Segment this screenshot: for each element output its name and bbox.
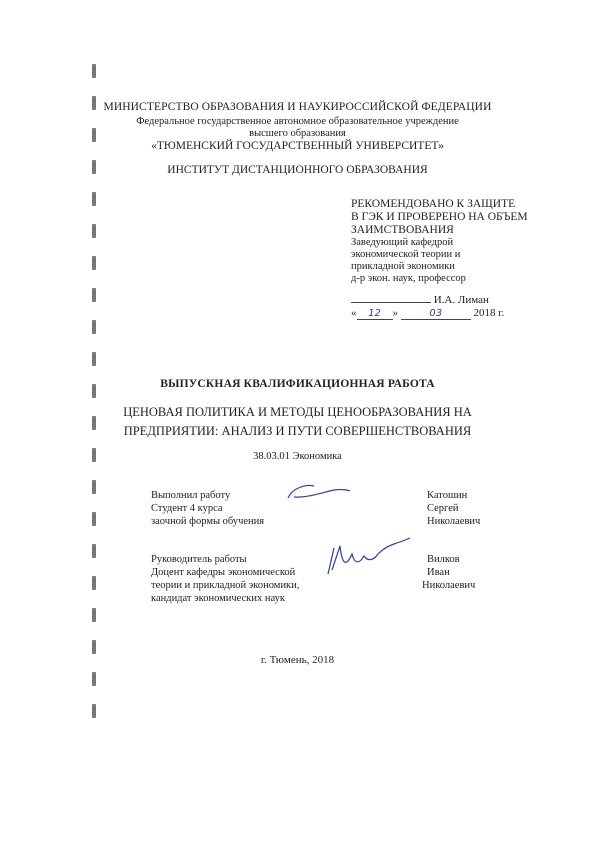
supervisor-patronymic: Николаевич bbox=[422, 580, 476, 591]
supervisor-name bbox=[422, 553, 476, 592]
education-level: высшего образования bbox=[249, 128, 346, 139]
date-quote-close: » bbox=[392, 307, 398, 319]
author-patronymic: Николаевич bbox=[427, 516, 481, 527]
approval-line-6: прикладной экономики bbox=[351, 261, 455, 272]
university-name: «ТЮМЕНСКИЙ ГОСУДАРСТВЕННЫЙ УНИВЕРСИТЕТ» bbox=[151, 140, 444, 152]
supervisor-signature bbox=[322, 534, 414, 584]
head-signature-line bbox=[351, 294, 501, 306]
approval-date bbox=[351, 307, 504, 320]
specialty-code: 38.03.01 Экономика bbox=[253, 451, 342, 462]
supervisor-role bbox=[151, 553, 299, 605]
author-role-2: Студент 4 курса bbox=[151, 503, 223, 514]
institute-name: ИНСТИТУТ ДИСТАНЦИОННОГО ОБРАЗОВАНИЯ bbox=[167, 164, 428, 176]
date-day: 12 bbox=[357, 308, 393, 320]
approval-line-2: В ГЭК И ПРОВЕРЕНО НА ОБЪЕМ bbox=[351, 211, 528, 223]
approval-line-5: экономической теории и bbox=[351, 249, 461, 260]
author-role-1: Выполнил работу bbox=[151, 490, 231, 501]
city-year: г. Тюмень, 2018 bbox=[260, 654, 335, 666]
author-surname: Катошин bbox=[427, 490, 468, 501]
date-year: 2018 г. bbox=[473, 307, 505, 319]
approval-line-7: д-р экон. наук, профессор bbox=[351, 273, 466, 284]
date-month: 03 bbox=[401, 308, 471, 320]
supervisor-role-3: теории и прикладной экономики, bbox=[151, 580, 300, 591]
signature-blank bbox=[351, 302, 431, 303]
approval-line-3: ЗАИМСТВОВАНИЯ bbox=[351, 224, 454, 236]
supervisor-role-4: кандидат экономических наук bbox=[151, 593, 285, 604]
approval-line-4: Заведующий кафедрой bbox=[351, 237, 454, 248]
supervisor-first-name: Иван bbox=[427, 567, 450, 578]
author-first-name: Сергей bbox=[427, 503, 459, 514]
author-role bbox=[151, 489, 264, 528]
approval-line-1: РЕКОМЕНДОВАНО К ЗАЩИТЕ bbox=[351, 198, 516, 210]
approval-block bbox=[351, 198, 551, 285]
author-signature bbox=[284, 480, 354, 506]
supervisor-surname: Вилков bbox=[427, 554, 460, 565]
author-role-3: заочной формы обучения bbox=[151, 516, 265, 527]
topic-line-2: ПРЕДПРИЯТИИ: АНАЛИЗ И ПУТИ СОВЕРШЕНСТВОВАНИЯ bbox=[123, 424, 472, 438]
date-quote-open: « bbox=[351, 307, 357, 319]
head-name: И.А. Лиман bbox=[433, 294, 489, 306]
author-name bbox=[427, 489, 480, 528]
supervisor-role-2: Доцент кафедры экономической bbox=[151, 567, 296, 578]
supervisor-role-1: Руководитель работы bbox=[151, 554, 247, 565]
institution-type: Федеральное государственное автономное образовательное учреждение bbox=[136, 116, 459, 127]
ministry-heading: МИНИСТЕРСТВО ОБРАЗОВАНИЯ И НАУКИРОССИЙСКОЙ ФЕДЕРАЦИИ bbox=[103, 101, 492, 113]
topic-line-1: ЦЕНОВАЯ ПОЛИТИКА И МЕТОДЫ ЦЕНООБРАЗОВАНИЯ НА bbox=[123, 405, 472, 419]
work-type-heading: ВЫПУСКНАЯ КВАЛИФИКАЦИОННАЯ РАБОТА bbox=[160, 378, 435, 390]
